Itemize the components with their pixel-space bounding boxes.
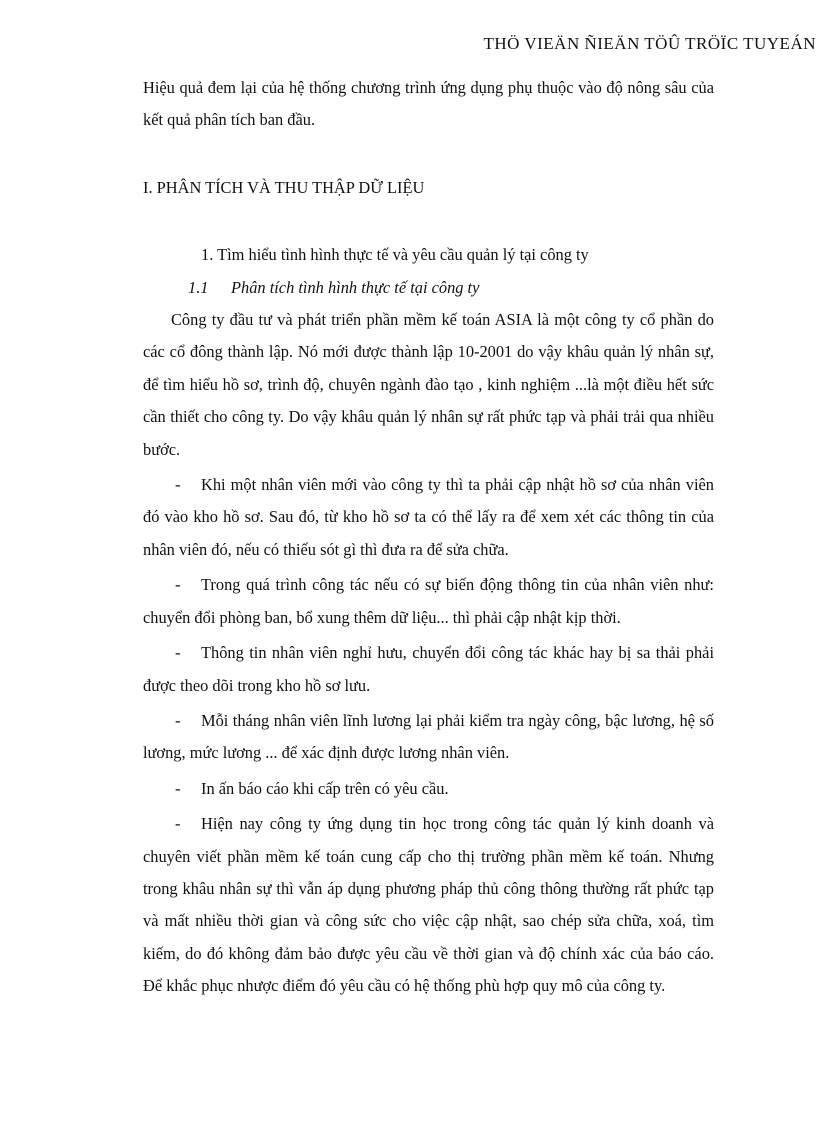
- list-item-text: Trong quá trình công tác nếu có sự biến động thông tin của nhân viên như: chuyển đổi phòng ban, bổ xung thêm dữ liệu... thì phải cập nhật kịp thời.: [143, 575, 714, 627]
- page-header: THÖ VIEÄN ÑIEÄN TÖÛ TRÖÏC TUYEÁN: [483, 34, 816, 53]
- list-item: [143, 705, 714, 770]
- bullet-dash: -: [175, 643, 181, 663]
- bullet-dash: -: [175, 575, 181, 595]
- list-item: [143, 469, 714, 566]
- subsection-heading: 1. Tìm hiểu tình hình thực tế và yêu cầu quản lý tại công ty: [201, 245, 589, 265]
- list-item: [143, 637, 714, 702]
- section-heading: I. PHÂN TÍCH VÀ THU THẬP DỮ LIỆU: [143, 177, 425, 197]
- list-item-text: Thông tin nhân viên nghỉ hưu, chuyển đổi công tác khác hay bị sa thải phải được theo dõi trong kho hồ sơ lưu.: [143, 643, 714, 695]
- bullet-dash: -: [175, 710, 181, 730]
- list-item-text: Khi một nhân viên mới vào công ty thì ta phải cập nhật hồ sơ của nhân viên đó vào kho hồ sơ. Sau đó, từ kho hồ sơ ta có thể lấy ra để xem xét các thông tin của nhân viên đó, nếu có thiếu sót gì thì đưa ra để sửa chữa.: [143, 475, 714, 559]
- intro-paragraph: Hiệu quả đem lại của hệ thống chương trình ứng dụng phụ thuộc vào độ nông sâu của kết quả phân tích ban đầu.: [143, 78, 714, 130]
- subsubsection-number: 1.1: [188, 277, 209, 297]
- document-body: [143, 72, 714, 1003]
- subsubsection-title: Phân tích tình hình thực tế tại công ty: [231, 277, 480, 297]
- body-paragraph: Công ty đầu tư và phát triển phần mềm kế toán ASIA là một công ty cổ phần do các cổ đông thành lập. Nó mới được thành lập 10-2001 do vậy khâu quản lý nhân sự, để tìm hiểu hồ sơ, trình độ, chuyên ngành đào tạo , kinh nghiệm ...là một điều hết sức cần thiết cho công ty. Do vậy khâu quản lý nhân sự rất phức tạp và phải trải qua nhiều bước.: [143, 310, 714, 459]
- list-item-text: In ấn báo cáo khi cấp trên có yêu cầu.: [201, 778, 449, 798]
- subsubsection-heading: [143, 272, 714, 304]
- list-item: [143, 773, 714, 805]
- list-item: [143, 808, 714, 1002]
- list-item: [143, 569, 714, 634]
- list-item-text: Mỗi tháng nhân viên lĩnh lương lại phải kiểm tra ngày công, bậc lương, hệ số lương, mức lương ... để xác định được lương nhân viên.: [143, 710, 714, 763]
- bullet-dash: -: [175, 814, 181, 834]
- list-item-text: Hiện nay công ty ứng dụng tin học trong công tác quản lý kinh doanh và chuyên viết phần mềm kế toán cung cấp cho thị trường phần mềm kế toán. Nhưng trong khâu nhân sự thì vẫn áp dụng phương pháp thủ công thông thường rất phức tạp và mất nhiều thời gian và công sức cho việc cập nhật, sao chép sửa chữa, xoá, tìm kiếm, do đó không đảm bảo được yêu cầu về thời gian và độ chính xác của báo cáo. Để khắc phục nhược điểm đó yêu cầu có hệ thống phù hợp quy mô của công ty.: [143, 814, 714, 996]
- bullet-dash: -: [175, 778, 181, 798]
- bullet-dash: -: [175, 475, 181, 495]
